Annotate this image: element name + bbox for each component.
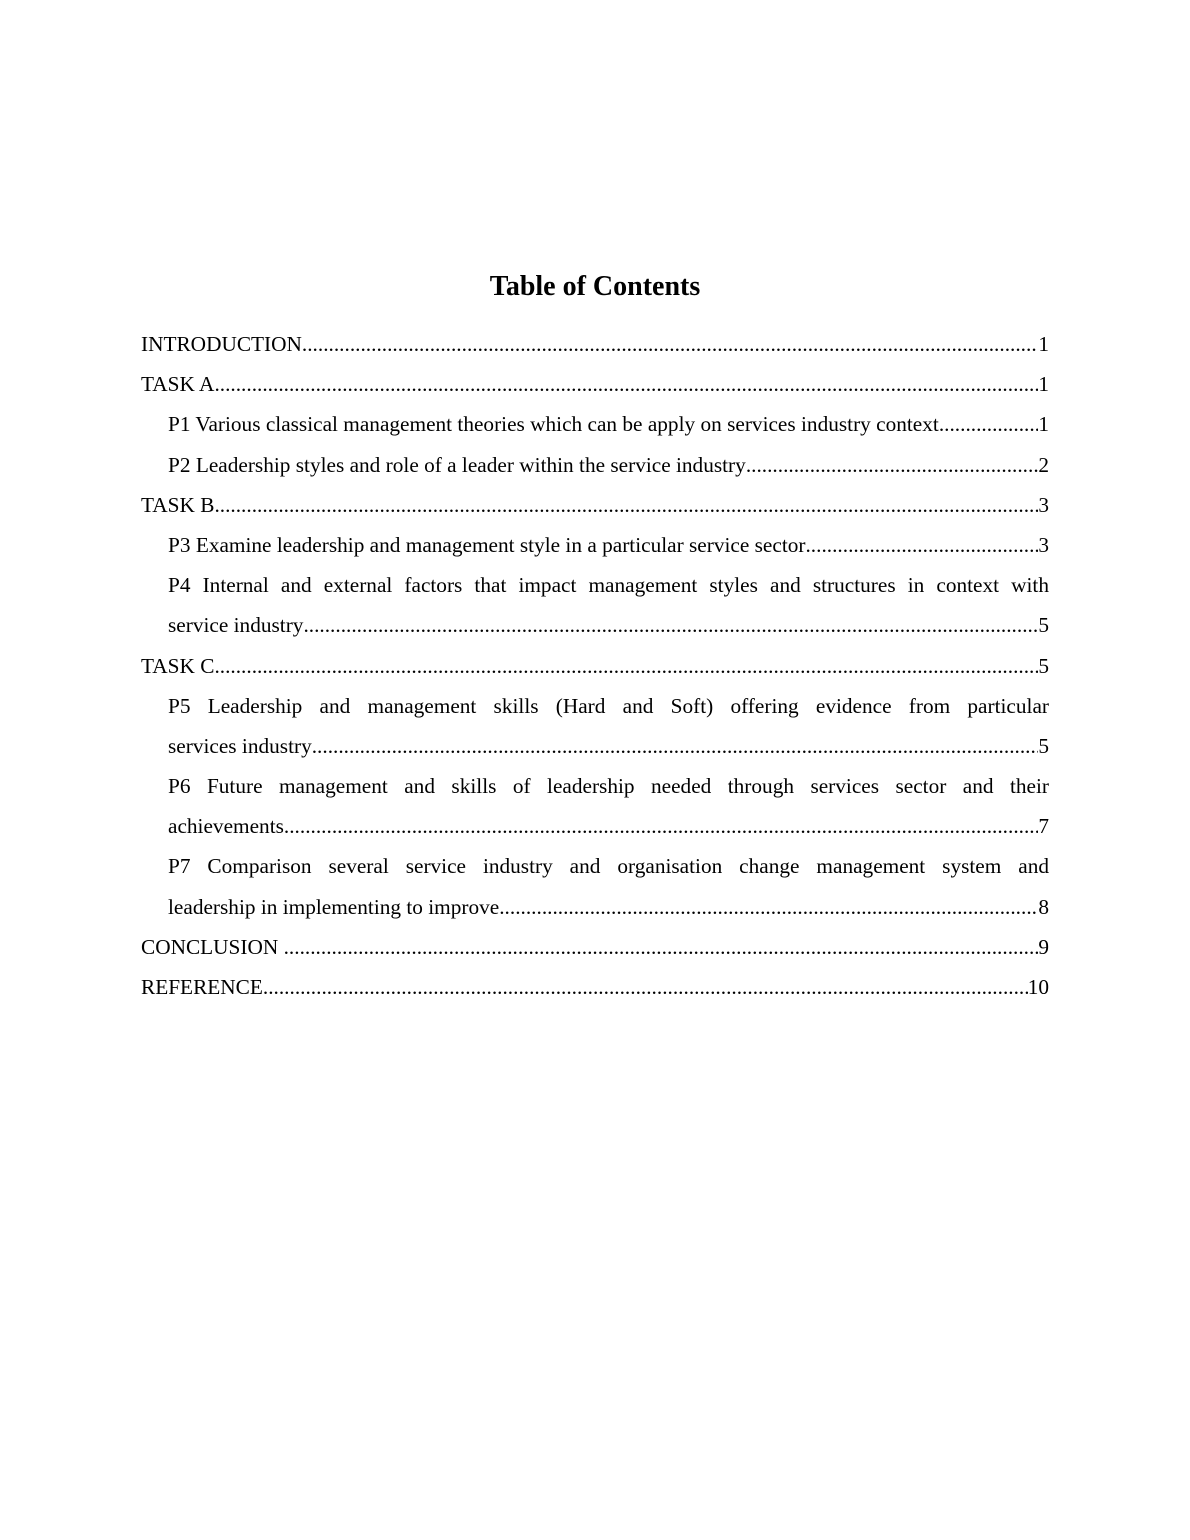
toc-entry-introduction[interactable] [141,324,1049,364]
toc-leader-dots [284,806,1038,846]
toc-leader-dots [302,324,1038,364]
toc-entry-p2[interactable] [141,445,1049,485]
toc-page-number: 1 [1038,332,1049,356]
toc-entry-p4-line2[interactable] [141,605,1049,645]
toc-entry-p5-line2[interactable] [141,726,1049,766]
toc-leader-dots [303,605,1038,645]
toc-page-number: 5 [1038,613,1049,638]
toc-entry-text: P3 Examine leadership and management style in a particular service sector [168,532,806,557]
toc-entry-text: TASK A [141,372,215,397]
toc-entry-text: CONCLUSION [141,934,284,959]
toc-leader-dots [939,404,1039,444]
toc-leader-dots [263,967,1028,1007]
toc-entry-p6-line2[interactable] [141,806,1049,846]
toc-page-number: 1 [1038,412,1049,437]
toc-page-number: 5 [1038,653,1049,678]
toc-page-number: 10 [1027,975,1049,999]
toc-leader-dots [214,485,1038,525]
toc-entry-p6-line1[interactable]: P6 Future management and skills of leadership needed through services sector and their [168,774,1049,799]
toc-entry-p1[interactable] [141,404,1049,444]
toc-page-number: 9 [1038,934,1049,959]
toc-entry-text: achievements [168,814,284,839]
toc-page-number: 3 [1038,532,1049,557]
toc-page-number: 5 [1038,733,1049,758]
toc-entry-text: P1 Various classical management theories which can be apply on services industry context [168,412,939,437]
toc-entry-text: services industry [168,733,312,758]
table-of-contents [141,324,1049,1007]
toc-page-number: 3 [1038,492,1049,517]
toc-leader-dots [805,525,1038,565]
toc-leader-dots [312,726,1039,766]
toc-entry-p4-line1[interactable]: P4 Internal and external factors that impact management styles and structures in context with [168,573,1049,598]
toc-title: Table of Contents [489,271,701,302]
toc-leader-dots [746,445,1039,485]
toc-entry-text: service industry [168,613,304,638]
toc-entry-text: TASK B [141,492,215,517]
toc-page-number: 8 [1038,894,1049,919]
toc-leader-dots [284,927,1039,967]
toc-entry-p7-line2[interactable] [141,887,1049,927]
toc-entry-p7-line1[interactable]: P7 Comparison several service industry and organisation change management system and [168,854,1049,879]
toc-entry-task-b[interactable] [141,485,1049,525]
toc-entry-task-c[interactable] [141,646,1049,686]
toc-entry-text: TASK C [141,653,215,678]
toc-leader-dots [214,646,1038,686]
toc-leader-dots [214,364,1038,404]
toc-entry-text: REFERENCE [141,975,263,999]
toc-entry-p3[interactable] [141,525,1049,565]
toc-entry-conclusion[interactable] [141,927,1049,967]
toc-page-number: 1 [1038,372,1049,397]
toc-entry-text: P2 Leadership styles and role of a leader within the service industry [168,452,746,477]
toc-page-number: 2 [1038,452,1049,477]
toc-entry-task-a[interactable] [141,364,1049,404]
toc-entry-text: INTRODUCTION [141,332,302,356]
toc-page-number: 7 [1038,814,1049,839]
toc-entry-text: leadership in implementing to improve [168,894,500,919]
toc-entry-reference[interactable] [141,967,1049,1007]
toc-leader-dots [499,887,1038,927]
toc-entry-p5-line1[interactable]: P5 Leadership and management skills (Hard and Soft) offering evidence from particular [168,693,1049,718]
